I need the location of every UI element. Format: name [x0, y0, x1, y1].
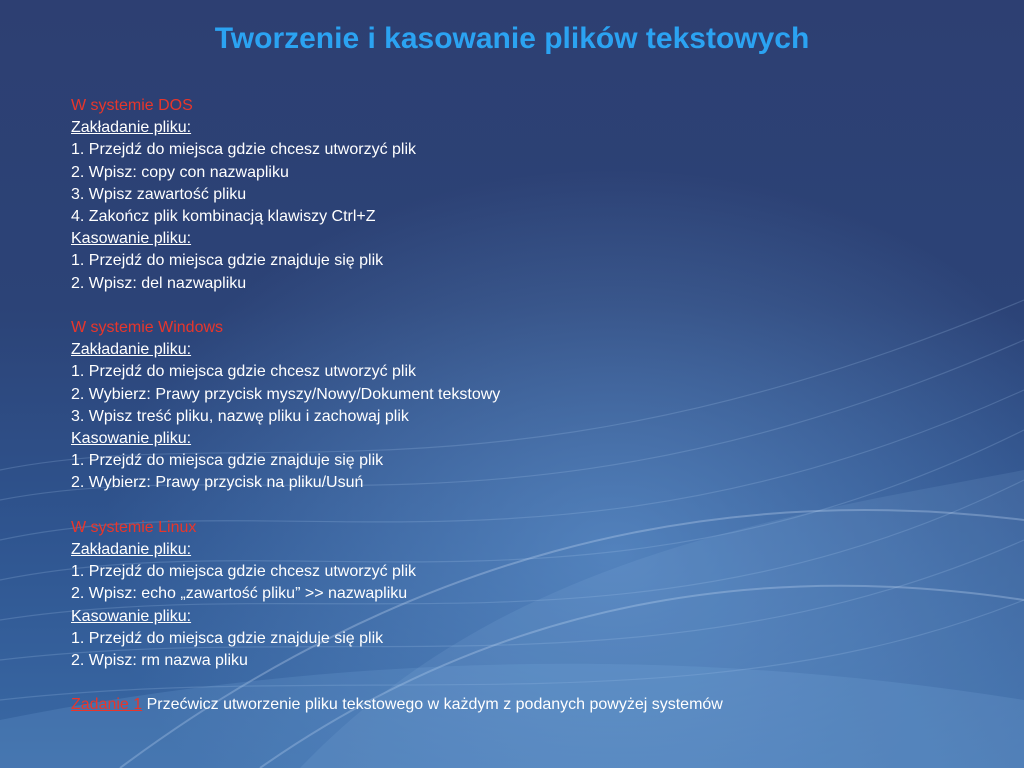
delete-label-linux: Kasowanie pliku: — [71, 607, 192, 625]
delete-label-dos: Kasowanie pliku: — [71, 230, 192, 248]
list-item: 3. Wpisz treść pliku, nazwę pliku i zachowaj plik — [71, 407, 409, 425]
list-item: 1. Przejdź do miejsca gdzie chcesz utworzyć plik — [71, 363, 417, 381]
list-item: 1. Przejdź do miejsca gdzie znajduje się plik — [71, 252, 384, 270]
list-item: 2. Wpisz: rm nazwa pliku — [71, 652, 248, 670]
list-item: 2. Wybierz: Prawy przycisk na pliku/Usuń — [71, 474, 364, 492]
list-item: 1. Przejdź do miejsca gdzie znajduje się plik — [71, 452, 384, 470]
delete-label-windows: Kasowanie pliku: — [71, 430, 192, 448]
slide-title: Tworzenie i kasowanie plików tekstowych — [214, 22, 810, 55]
section-heading-linux: W systemie Linux — [71, 518, 197, 536]
section-heading-dos: W systemie DOS — [71, 97, 193, 114]
list-item: 1. Przejdź do miejsca gdzie znajduje się plik — [71, 629, 384, 647]
list-item: 4. Zakończ plik kombinacją klawiszy Ctrl+Z — [71, 208, 376, 226]
spacer — [71, 295, 971, 317]
list-item: 1. Przejdź do miejsca gdzie chcesz utworzyć plik — [71, 141, 417, 159]
create-label-linux: Zakładanie pliku: — [71, 541, 192, 559]
list-item: 2. Wpisz: del nazwapliku — [71, 274, 247, 292]
create-label-dos: Zakładanie pliku: — [71, 119, 192, 137]
list-item: 3. Wpisz zawartość pliku — [71, 185, 247, 203]
task-text: Przećwicz utworzenie pliku tekstowego w każdym z podanych powyżej systemów — [142, 696, 723, 714]
spacer — [71, 672, 971, 694]
list-item: 2. Wybierz: Prawy przycisk myszy/Nowy/Dokument tekstowy — [71, 385, 501, 403]
list-item: 2. Wpisz: copy con nazwapliku — [71, 163, 289, 181]
task-label: Zadanie 1 — [71, 696, 143, 714]
section-heading-windows: W systemie Windows — [71, 319, 224, 337]
list-item: 1. Przejdź do miejsca gdzie chcesz utworzyć plik — [71, 563, 417, 581]
slide-body — [71, 95, 971, 717]
spacer — [71, 495, 971, 517]
task-line — [71, 694, 971, 716]
list-item: 2. Wpisz: echo „zawartość pliku” >> nazwapliku — [71, 585, 408, 603]
create-label-windows: Zakładanie pliku: — [71, 341, 192, 359]
